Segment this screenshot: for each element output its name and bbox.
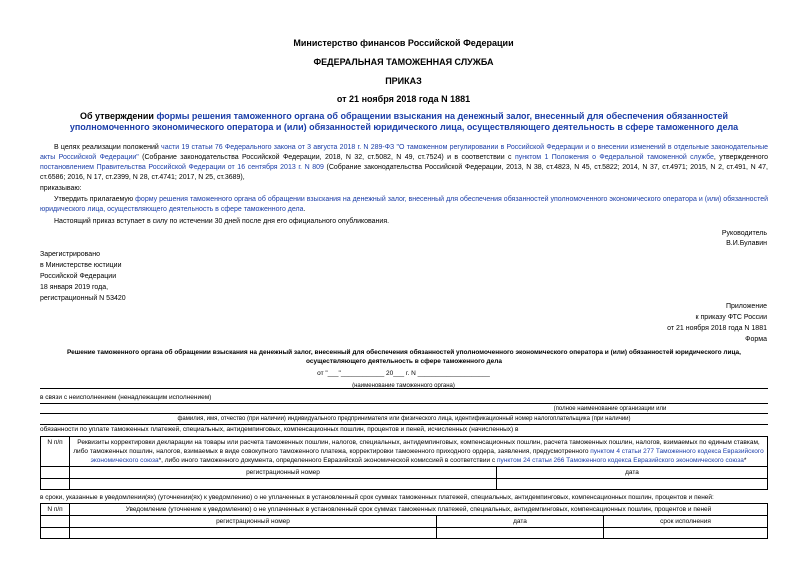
doc-type: ПРИКАЗ <box>385 76 422 86</box>
t1-text-c: * <box>743 457 747 464</box>
org-name-line <box>40 403 768 404</box>
title-prefix: Об утверждении <box>79 111 157 121</box>
p3-text-a: Утвердить прилагаемую <box>54 196 136 203</box>
appendix-block <box>667 301 767 345</box>
t2-col-number: N п/п <box>41 504 70 516</box>
reg-line-3: Российской Федерации <box>40 273 117 280</box>
t2-empty-cell <box>41 516 70 528</box>
t2-sub-regnum: регистрационный номер <box>70 516 437 528</box>
notifications-table <box>40 503 768 539</box>
person-caption: фамилия, имя, отчество (при наличии) индивидуального предпринимателя или физического лица, идентификационный номер налогоплательщика (при наличии) <box>177 416 631 422</box>
doc-date-number: от 21 ноября 2018 года N 1881 <box>336 94 471 104</box>
signer-role: Руководитель <box>721 230 767 237</box>
org-caption: (полное наименование организации или <box>553 406 667 412</box>
p1-text-d: (Собрание законодательства Российской Федерации, 2013, N 38, ст.4823, N 45, ст.5822; 2014, N 37, ст.4971; 2015, N 2, ст.491, N 47, ст.6586; 2016, N 17, ст.2399, N 28, ст.4741; 2017, N 25, ст.3689), <box>40 164 768 181</box>
ministry-name: Министерство финансов Российской Федерации <box>293 38 514 48</box>
nonperformance-text: в связи с неисполнением (ненадлежащим исполнением) <box>40 394 212 401</box>
t2-sub-deadline: срок исполнения <box>604 516 768 528</box>
t1-col-number: N п/п <box>41 437 70 467</box>
reg-line-5: регистрационный N 53420 <box>40 295 126 302</box>
t2-col-notification: Уведомление (уточнение к уведомлению) о не уплаченных в установленный срок суммах таможенных платежей, специальных, антидемпинговых, компенсационных пошлин, процентов и пеней <box>70 504 768 516</box>
customs-name-caption: (наименование таможенного органа) <box>352 383 455 389</box>
appendix-line-2: к приказу ФТС России <box>695 314 767 321</box>
tc-eaeu-266-link[interactable]: пунктом 24 статьи 266 Таможенного кодекса Евразийского экономического союза <box>497 457 744 464</box>
t1-row-cell[interactable] <box>70 479 497 490</box>
appendix-line-3: от 21 ноября 2018 года N 1881 <box>667 325 767 332</box>
t1-row-cell[interactable] <box>41 479 70 490</box>
t2-row-cell[interactable] <box>41 528 70 539</box>
appendix-line-4: Форма <box>745 336 767 343</box>
form-date-line: от "___"____________ 20___ г. N ____________________ <box>317 370 490 377</box>
fts-regulation-link[interactable]: пунктом 1 Положения о Федеральной таможенной службе <box>514 154 714 161</box>
law-289-link[interactable]: части 19 статьи 76 Федерального закона от 3 августа 2018 г. N 289-ФЗ "О таможенном регулировании в Российской Федерации и о внесении изменений в отдельные законодательные акты Российской Федерации" <box>40 144 768 161</box>
form-title: Решение таможенного органа об обращении взыскания на денежный залог, внесенный для обеспечения обязанностей уполномоченного экономического оператора и (или) обязанностей юридического лица, осуществляющего деятельность в сфере таможенного дела <box>67 349 741 365</box>
order-word: приказываю: <box>40 185 82 192</box>
title-link[interactable]: формы решения таможенного органа об обращении взыскания на денежный залог, внесенный для обеспечения обязанностей уполномоченного экономического оператора и (или) обязанностей юридического лица, осуществляющего деятельность в сфере таможенного дела <box>69 111 739 132</box>
documents-table <box>40 436 768 490</box>
obligation-top-line <box>40 424 768 425</box>
t1-sub-date: дата <box>497 467 768 479</box>
p1-text-b: (Собрание законодательства Российской Федерации, 2018, N 32, ст.5082, N 49, ст.7524) и в соответствии с <box>138 154 515 161</box>
t2-row-cell[interactable] <box>604 528 768 539</box>
resolution-809-link[interactable]: постановлением Правительства Российской Федерации от 16 сентября 2013 г. N 809 <box>40 164 324 171</box>
t2-row-cell[interactable] <box>437 528 604 539</box>
preamble-paragraph <box>40 143 768 183</box>
effective-paragraph: Настоящий приказ вступает в силу по истечении 30 дней после дня его официального опубликования. <box>54 218 390 225</box>
p3-text-b: . <box>303 206 306 213</box>
signature-block <box>722 229 767 249</box>
t1-col-requisites <box>70 437 768 467</box>
form-link[interactable]: форму решения таможенного органа об обращении взыскания на денежный залог, внесенный для обеспечения обязанностей уполномоченного экономического оператора и (или) обязанностей юридического лица, осуществляющего деятельность в сфере таможенного дела <box>40 196 769 213</box>
t1-text-a: Реквизиты корректировки декларации на товары или расчета таможенных пошлин, налогов, специальных, антидемпинговых, компенсационных пошлин, расчета таможенных пошлин, налогов, взимаемых по единым ставкам, либо таможенных пошлин, налогов, взимаемых в виде совокупного таможенного платежа, корректировки таможенного приходного ордера, заявления, предусмотренного <box>73 439 760 455</box>
reg-line-2: в Министерстве юстиции <box>40 262 122 269</box>
obligation-text: обязанности по уплате таможенных платежей, специальных, антидемпинговых, компенсационных пошлин, процентов и пеней, исчисленных (начисленных) в <box>40 426 519 433</box>
p1-text-a: В целях реализации положений <box>54 144 162 151</box>
approve-paragraph <box>40 195 768 215</box>
tc-eaeu-277-link[interactable]: пунктом 4 статьи 277 Таможенного кодекса Евразийского экономического союза <box>90 448 764 464</box>
t1-text-b: *, либо иного таможенного документа, определенного Евразийской экономической комиссией в соответствии с <box>158 457 497 464</box>
t2-row-cell[interactable] <box>70 528 437 539</box>
deadline-text: в сроки, указанные в уведомлении(ях) (уточнении(ях) к уведомлению) о не уплаченных в установленный срок суммах таможенных платежей, специальных, антидемпинговых, компенсационных пошлин, процентов и пеней: <box>40 494 714 501</box>
t1-row-cell[interactable] <box>497 479 768 490</box>
t1-empty-cell <box>41 467 70 479</box>
reg-line-4: 18 января 2019 года, <box>40 284 109 291</box>
p1-text-c: , утвержденного <box>713 154 768 161</box>
service-name: ФЕДЕРАЛЬНАЯ ТАМОЖЕННАЯ СЛУЖБА <box>313 57 494 67</box>
reg-line-1: Зарегистрировано <box>40 251 100 258</box>
signer-name: В.И.Булавин <box>726 240 767 247</box>
t1-sub-regnum: регистрационный номер <box>70 467 497 479</box>
order-title <box>40 111 768 133</box>
appendix-line-1: Приложение <box>725 303 767 310</box>
t2-sub-date: дата <box>437 516 604 528</box>
registration-block <box>40 249 126 304</box>
person-line <box>40 413 768 414</box>
